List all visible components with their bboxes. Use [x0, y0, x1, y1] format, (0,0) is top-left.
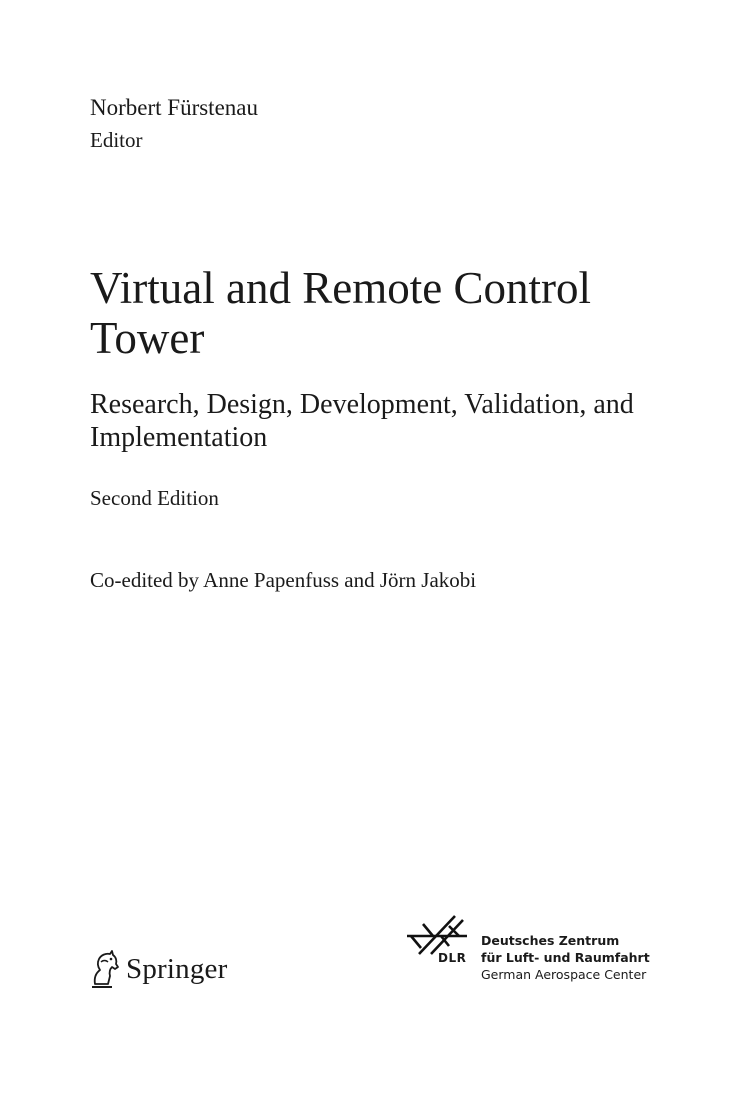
dlr-text-block — [481, 932, 650, 983]
editor-role: Editor — [90, 128, 143, 152]
book-edition: Second Edition — [90, 486, 219, 510]
dlr-line-3: German Aerospace Center — [481, 967, 647, 982]
book-coeditors: Co-edited by Anne Papenfuss and Jörn Jakobi — [90, 568, 477, 592]
book-subtitle: Research, Design, Development, Validation, and Implementation — [90, 389, 634, 453]
dlr-abbrev: DLR — [438, 951, 467, 965]
dlr-line-2: für Luft- und Raumfahrt — [481, 950, 650, 965]
editor-name: Norbert Fürstenau — [90, 95, 258, 120]
book-title: Virtual and Remote Control Tower — [90, 263, 591, 363]
dlr-logo — [405, 912, 650, 983]
springer-logo — [88, 946, 227, 992]
springer-name: Springer — [126, 952, 228, 985]
springer-horse-icon — [88, 948, 120, 990]
dlr-line-1: Deutsches Zentrum — [481, 933, 620, 948]
